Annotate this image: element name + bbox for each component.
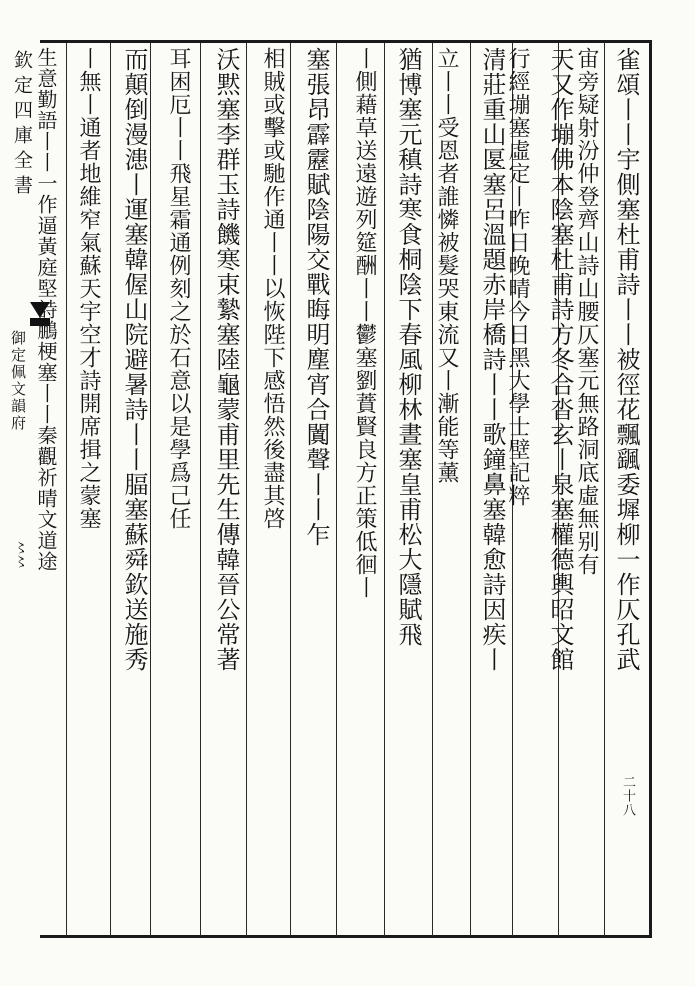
- text-column: 宙旁疑射汾仲登齊山詩山腰仄塞元無路洞底虛無别有: [574, 47, 599, 576]
- book-title: 欽定四庫全書: [11, 50, 33, 200]
- text-column: 生意勤語丨丨一作逼黃庭堅詩鵬梗塞丨丨秦觀祈晴文道途: [34, 47, 58, 572]
- volume-mark: 〻〻: [12, 540, 28, 568]
- text-column: 耳困厄丨丨飛星霜通例刻之於石意以是學爲己任: [166, 47, 191, 530]
- text-column: 塞張昂霹靂賦陰陽交戰晦明塵宵合闐聲丨丨乍: [302, 47, 330, 547]
- text-column: 丨無丨通者地維窄氣蘇天宇空才詩開席揖之蒙塞: [76, 47, 101, 530]
- text-column: 丨側藉草送遠遊列筵酬丨丨鬱塞劉蕡賢良方正策低徊丨: [352, 47, 377, 599]
- text-column: 清莊重山匽塞呂溫題赤岸橋詩丨丨歌鐘鼻塞韓愈詩因疾丨: [478, 47, 506, 672]
- text-column: 行經塴塞虛定丨昨日晚晴今日黑大學士壁記粹: [505, 47, 530, 507]
- text-column: 而顛倒漫漶丨運塞韓偓山院避暑詩丨丨腷塞蘇舜欽送施秀: [120, 47, 148, 672]
- text-column: 立丨丨受恩者誰憐被髮哭東流又丨漸能等薰: [434, 47, 459, 484]
- column-rule: [110, 43, 111, 936]
- text-column: 天又作塴佛本陰塞杜甫詩方冬合沓玄丨泉塞權德輿昭文館: [546, 47, 574, 672]
- column-rule: [200, 43, 201, 936]
- text-column: 雀頌丨丨宇側塞杜甫詩丨丨被徑花飄颻委墀柳一作仄孔武: [612, 47, 640, 672]
- text-column: 相賊或擊或馳作通丨丨以恢陛下感悟然後盡其啓: [260, 47, 285, 530]
- folio-number: 二十八: [620, 775, 635, 817]
- text-column: 猶博塞元稹詩寒食桐陰下春風柳林晝塞皇甫松大隱賦飛: [394, 47, 422, 647]
- text-column: 沃黙塞李群玉詩饑寒束縶塞陸龜蒙甫里先生傳韓晉公常著: [212, 47, 240, 672]
- book-subtitle: 御定佩文韻府: [9, 330, 27, 432]
